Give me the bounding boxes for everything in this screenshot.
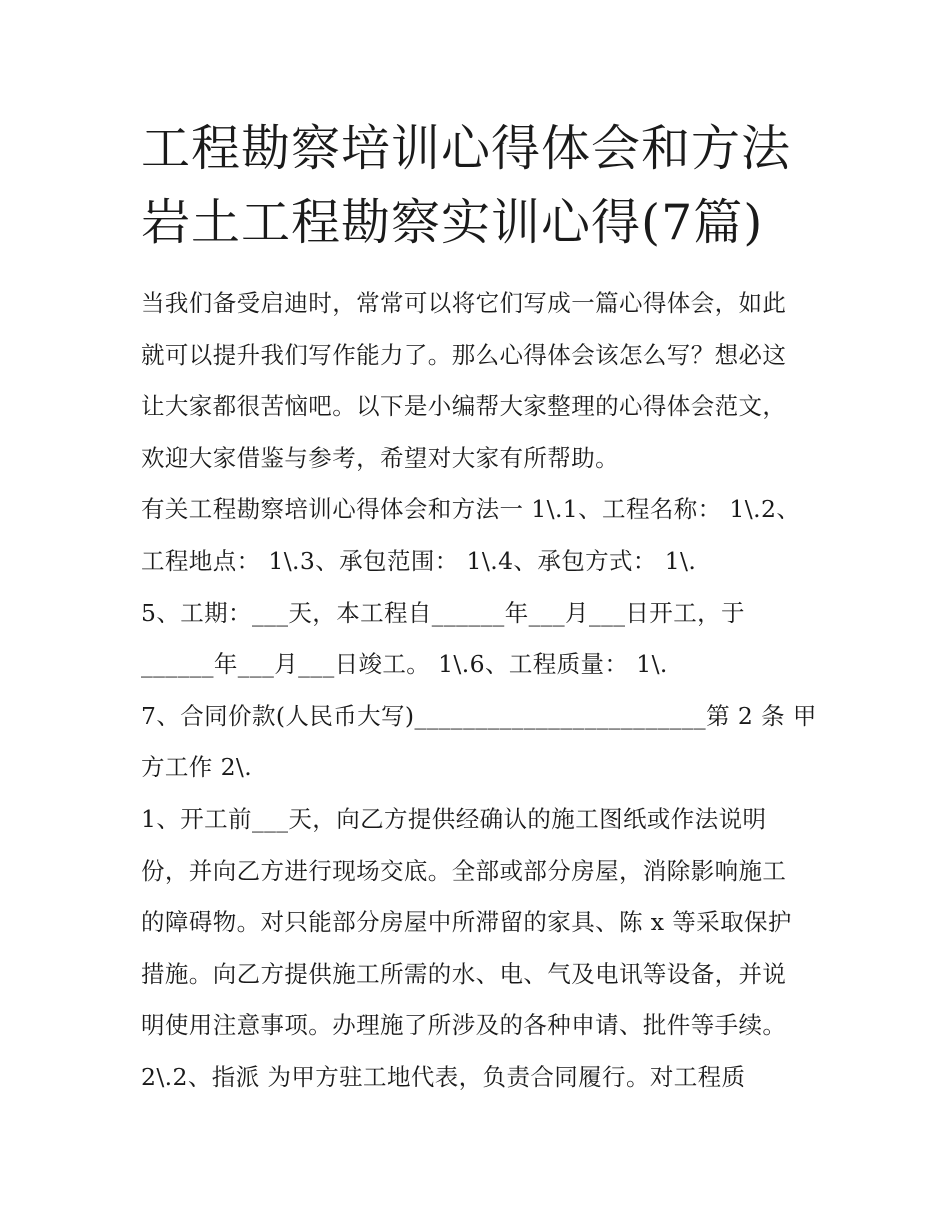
document-page <box>141 112 821 1104</box>
text-line: 当我们备受启迪时，常常可以将它们写成一篇心得体会，如此 <box>141 289 787 317</box>
text-line: 就可以提升我们写作能力了。那么心得体会该怎么写？想必这 <box>141 340 787 369</box>
text-line: 让大家都很苦恼吧。以下是小编帮大家整理的心得体会范文， <box>141 392 787 421</box>
text-line: 明使用注意事项。办理施了所涉及的各种申请、批件等手续。 <box>141 1011 787 1040</box>
text-line: 方工作 2\. <box>141 753 253 782</box>
text-line: 的障碍物。对只能部分房屋中所滞留的家具、陈 x 等采取保护 <box>141 908 792 937</box>
text-line: 7、合同价款(人民币大写)________________________第 2 条 甲 <box>141 701 817 730</box>
text-line: 2\.2、指派 为甲方驻工地代表，负责合同履行。对工程质 <box>141 1062 746 1091</box>
intro-paragraph <box>141 278 821 484</box>
text-line: 1、开工前___天，向乙方提供经确认的施工图纸或作法说明 <box>141 804 767 833</box>
text-line: 份，并向乙方进行现场交底。全部或部分房屋，消除影响施工 <box>141 856 787 885</box>
text-line: ______年___月___日竣工。 1\.6、工程质量： 1\. <box>141 650 668 679</box>
title-line-2: 岩土工程勘察实训心得(7篇) <box>141 194 764 251</box>
text-line: 欢迎大家借鉴与参考，希望对大家有所帮助。 <box>141 443 619 472</box>
title-line-1: 工程勘察培训心得体会和方法 <box>141 120 792 177</box>
document-title <box>141 112 821 260</box>
party-a-duties-paragraph <box>141 794 821 1104</box>
document-body <box>141 278 821 1104</box>
text-line: 工程地点： 1\.3、承包范围： 1\.4、承包方式： 1\. <box>141 546 697 575</box>
text-line: 5、工期：___天，本工程自______年___月___日开工，于 <box>141 598 745 627</box>
contract-terms-paragraph <box>141 484 821 794</box>
text-line: 有关工程勘察培训心得体会和方法一 1\.1、工程名称： 1\.2、 <box>141 495 801 524</box>
text-line: 措施。向乙方提供施工所需的水、电、气及电讯等设备，并说 <box>141 959 787 988</box>
